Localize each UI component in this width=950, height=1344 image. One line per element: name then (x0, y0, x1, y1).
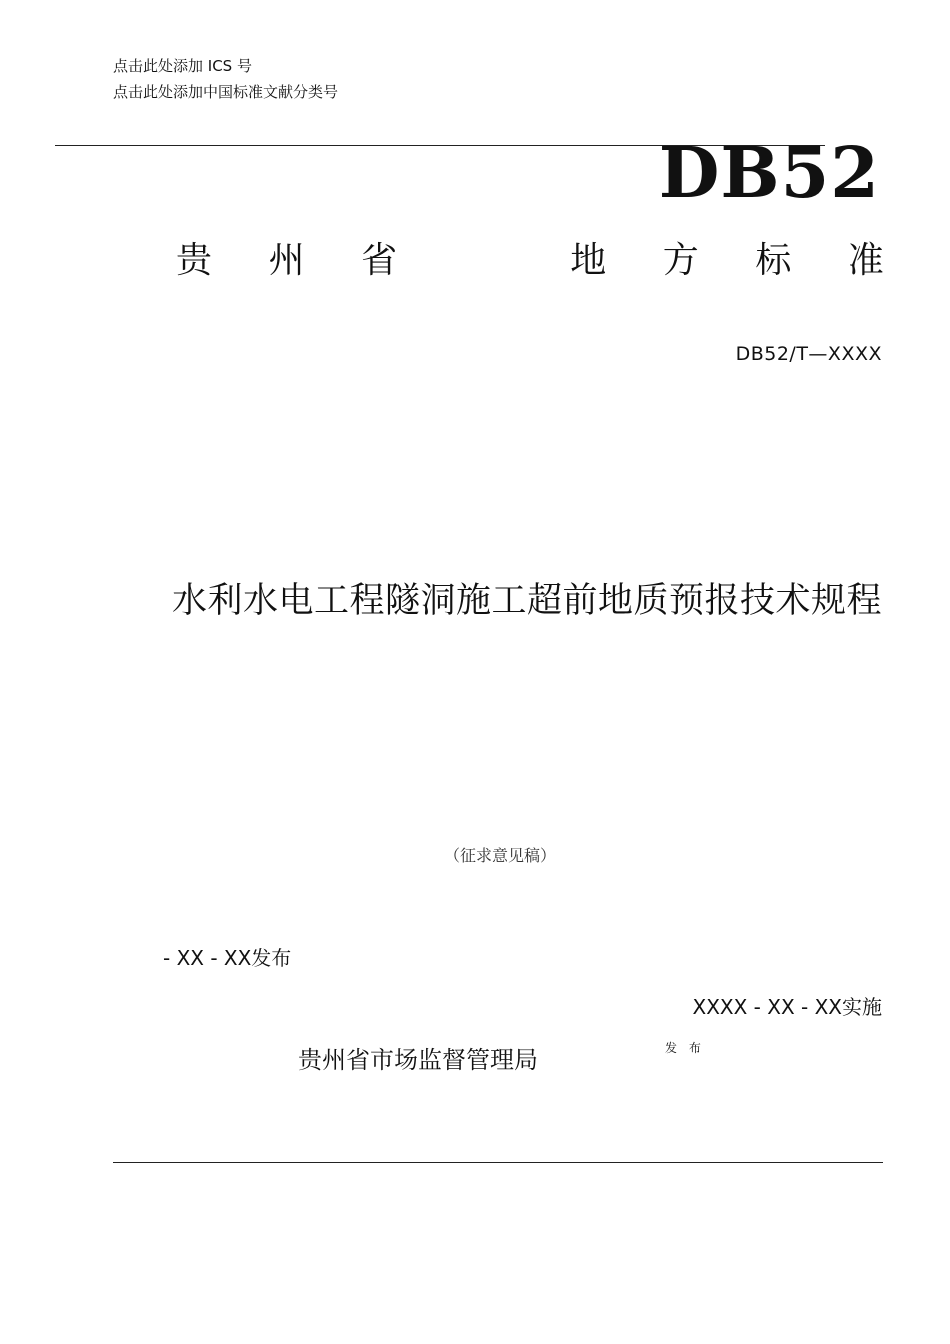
ccs-number-placeholder[interactable]: 点击此处添加中国标准文献分类号 (113, 83, 339, 101)
standard-type-char: 省 (361, 240, 398, 281)
standard-type-spacer (454, 243, 514, 279)
draft-note: （征求意见稿） (443, 846, 556, 865)
standard-type-char: 贵 (176, 240, 213, 281)
standard-type-char: 标 (755, 240, 792, 281)
standard-type-char: 准 (847, 240, 884, 281)
document-title: 水利水电工程隧洞施工超前地质预报技术规程 (171, 581, 882, 621)
bottom-divider (113, 1162, 883, 1163)
issue-date: - XX - XX发布 (163, 946, 292, 970)
standard-number: DB52/T—XXXX (735, 343, 882, 365)
implementation-date: XXXX - XX - XX实施 (692, 995, 882, 1019)
issuing-authority: 贵州省市场监督管理局 (298, 1046, 538, 1074)
standard-type-char: 方 (662, 240, 699, 281)
standard-type-heading (176, 240, 884, 281)
standard-type-char: 地 (570, 240, 607, 281)
standard-type-char: 州 (268, 240, 305, 281)
issue-label: 发 布 (665, 1041, 705, 1055)
ics-number-placeholder[interactable]: 点击此处添加 ICS 号 (113, 57, 252, 75)
standard-logo: DB52 (658, 131, 880, 214)
